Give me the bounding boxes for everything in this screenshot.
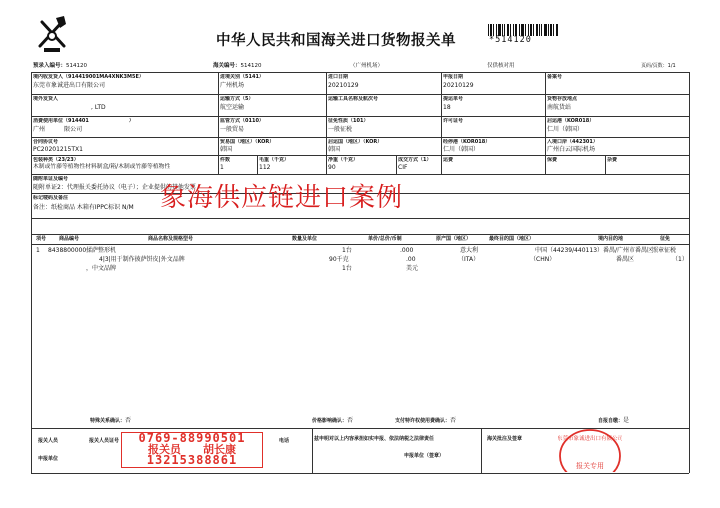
entry-place-label: 入境口岸（442301） <box>547 139 598 145</box>
barcode <box>488 21 558 33</box>
watermark-text: 象海供应链进口案例 <box>160 183 404 213</box>
net-weight-label: 净重（千克） <box>328 157 359 163</box>
goods-name-1: 揉萨整形机 <box>86 247 117 254</box>
customs-emblem-icon <box>34 14 70 56</box>
goods-header-no: 项号 <box>36 236 47 242</box>
seal-bottom-text: 报关专用 <box>576 462 604 470</box>
depart-port-value: 仁川（韩国） <box>547 126 584 133</box>
import-date-label: 进口日期 <box>328 74 349 80</box>
gross-weight-label: 毛重（千克） <box>259 157 290 163</box>
bill-label: 提运单号 <box>443 96 464 102</box>
entry-place-value: 广州白云国际机场 <box>547 146 596 153</box>
supervision-label: 监管方式（0110） <box>220 118 264 124</box>
storage-value: 南航货站 <box>547 104 572 111</box>
goods-levy-2: （1） <box>672 256 688 263</box>
pre-entry-value: 514120 <box>66 63 88 69</box>
customs-no-value: 514120 <box>240 63 262 69</box>
transport-value: 航空运输 <box>220 104 245 111</box>
storage-cell <box>547 96 687 111</box>
consignee-cell <box>33 74 216 89</box>
royalty-confirm <box>395 417 456 425</box>
unit-label: 申报单位 <box>38 456 59 462</box>
self-payment-confirm <box>598 417 629 425</box>
goods-code: 8438800000 <box>48 247 87 254</box>
goods-header-price: 单价/总价/币制 <box>368 236 402 242</box>
origin-country-cell <box>328 139 438 153</box>
goods-qty-2: 90千克 <box>329 256 349 263</box>
goods-header-dest: 最终目的国（地区） <box>489 236 535 242</box>
marks-label: 标记唛码及备注 <box>33 195 69 201</box>
freight-label: 运费 <box>443 157 454 163</box>
customs-number <box>213 63 262 70</box>
pre-entry-number <box>33 63 87 70</box>
price-impact-confirm <box>312 417 353 425</box>
goods-header-code: 商品编号 <box>59 236 80 242</box>
deal-mode-cell <box>398 157 440 171</box>
goods-price-2: .00 <box>406 256 416 263</box>
supervision-value: 一般贸易 <box>220 126 245 133</box>
goods-no: 1 <box>36 247 40 254</box>
phone-label: 电话 <box>279 438 290 444</box>
transit-port-value: 仁川（韩国） <box>443 146 480 153</box>
goods-origin-2: （ITA） <box>458 256 480 263</box>
page-title: 中华人民共和国海关进口货物报关单 <box>216 33 456 49</box>
declarer-label: 报关人员 <box>38 438 59 444</box>
net-weight-cell <box>328 157 394 171</box>
declare-date-cell <box>443 74 543 89</box>
royalty-label: 支付特许权使用费确认： <box>395 418 451 424</box>
entry-port-cell <box>220 74 324 89</box>
trade-country-value: 韩国 <box>220 146 233 153</box>
stamp-line-3: 13215388861 <box>146 453 238 467</box>
declaration-statement: 兹申明对以上内容承担如实申报、依法纳税之法律责任 <box>314 436 435 442</box>
origin-country-value: 韩国 <box>328 146 341 153</box>
transport-cell <box>220 96 324 111</box>
vehicle-cell <box>328 96 438 102</box>
deal-mode-value: CIF <box>398 164 408 171</box>
transport-label: 运输方式（5） <box>220 96 254 102</box>
contract-cell <box>33 139 216 153</box>
net-weight-value: 90 <box>328 164 336 171</box>
special-relation-value: 否 <box>125 417 132 424</box>
foreign-shipper-value: , LTD <box>91 104 106 111</box>
trade-country-cell <box>220 139 324 153</box>
declare-date-label: 申报日期 <box>443 74 464 80</box>
goods-header-origin: 原产国（地区） <box>436 236 472 242</box>
package-label: 包装种类（23/23） <box>33 157 79 163</box>
insurance-cell <box>547 157 603 163</box>
foreign-shipper-cell <box>33 96 216 111</box>
goods-dest-2: （CHN） <box>530 256 556 263</box>
price-impact-label: 价格影响确认： <box>312 418 348 424</box>
gross-weight-cell <box>259 157 325 171</box>
price-impact-value: 否 <box>347 417 354 424</box>
marks-value: 备注：纸检商品 木箱有IPPC标识 N/M <box>33 204 134 211</box>
package-cell <box>33 157 217 171</box>
goods-header-qty: 数量及单位 <box>292 236 318 242</box>
transit-port-cell <box>443 139 543 153</box>
goods-qty-3: 1台 <box>342 265 352 272</box>
goods-levy-1: 照章征税 <box>652 247 677 254</box>
import-date-value: 20210129 <box>328 82 359 89</box>
customs-no-label: 海关编号： <box>213 63 241 69</box>
contract-value: PC20201215TX1 <box>33 146 83 153</box>
vehicle-label: 运输工具名称及航次号 <box>328 96 379 102</box>
transit-port-label: 经停港（KOR018） <box>443 139 491 145</box>
goods-header-domestic: 境内目的地 <box>598 236 624 242</box>
goods-name-2: 4|3|用于制作披萨饼皮|外文品牌 <box>99 256 185 263</box>
port-note: （广州机场） <box>350 63 384 69</box>
documents-label: 随附单证及编号 <box>33 176 69 182</box>
stamp-line-1: 0769-88990501 <box>138 431 246 445</box>
consumer-label: 消费使用单位（914401 <box>33 118 89 124</box>
barcode-text: *514120 <box>489 35 532 45</box>
entry-place-cell <box>547 139 687 153</box>
foreign-shipper-label: 境外发货人 <box>33 96 59 102</box>
record-no-cell <box>547 74 687 80</box>
special-relation-confirm <box>90 417 131 425</box>
tax-nature-value: 一般征税 <box>328 126 353 133</box>
self-payment-value: 是 <box>623 417 630 424</box>
verify-note: 仅供核对用 <box>487 63 515 69</box>
goods-dest-1: 中国 <box>535 247 548 254</box>
entry-port-value: 广州机场 <box>220 82 245 89</box>
depart-port-label: 启运港（KOR018） <box>547 118 595 124</box>
depart-port-cell <box>547 118 687 133</box>
goods-domestic-2: 番禺区 <box>616 256 635 263</box>
goods-price-1: .000 <box>400 247 414 254</box>
import-date-cell <box>328 74 438 89</box>
pieces-cell <box>220 157 256 171</box>
supervision-cell <box>220 118 324 133</box>
stamp-role: 报关员 <box>148 443 181 456</box>
pieces-value: 1 <box>220 164 224 171</box>
pieces-label: 件数 <box>220 157 231 163</box>
gross-weight-value: 112 <box>259 164 271 171</box>
goods-qty-1: 1台 <box>342 247 352 254</box>
declarer-id-label: 报关人员证号 <box>89 438 120 444</box>
misc-fee-cell <box>607 157 687 163</box>
consumer-label-end: ） <box>128 118 134 124</box>
documents-value: 随附单证2：代理报关委托协议（电子）；企业提供的其他发票 <box>33 184 196 191</box>
goods-name-3: ，中文品牌 <box>86 265 117 272</box>
package-value: 木制或竹藤等植物性材料制盒/箱/木制或竹藤等植物性 <box>33 164 171 170</box>
unit-seal-label: 申报单位（签章） <box>404 453 445 459</box>
record-no-label: 备案号 <box>547 74 563 80</box>
goods-header-name: 商品名称及规格型号 <box>148 236 194 242</box>
seal-top-text: 东莞市象诚进出口有限公司 <box>558 436 622 442</box>
tax-nature-label: 征免性质（101） <box>328 118 369 124</box>
goods-origin-1: 意大利 <box>460 247 479 254</box>
storage-label: 货物存放地点 <box>547 96 578 102</box>
pre-entry-label: 预录入编号： <box>33 63 67 69</box>
stamp-name: 胡长康 <box>203 443 236 456</box>
trade-country-label: 贸易国（地区）（KOR） <box>220 139 275 145</box>
consumer-value: 广州 限公司 <box>33 126 83 133</box>
insurance-label: 保费 <box>547 157 558 163</box>
tax-nature-cell <box>328 118 438 133</box>
consignee-label: 境内收发货人（914419001MA4XNK3M5E） <box>33 74 144 80</box>
consumer-cell <box>33 118 216 133</box>
declarer-stamp <box>121 432 263 468</box>
consumer-label-row <box>33 118 216 124</box>
consignee-value: 东莞市象诚进出口有限公司 <box>33 82 106 89</box>
royalty-value: 否 <box>450 417 457 424</box>
deal-mode-label: 成交方式（1） <box>398 157 432 163</box>
declare-date-value: 20210129 <box>443 82 474 89</box>
customs-remark-label: 海关批注及签章 <box>487 436 523 442</box>
contract-label: 合同协议号 <box>33 139 59 145</box>
entry-port-label: 进境关别（5141） <box>220 74 264 80</box>
goods-header-levy: 征免 <box>660 236 671 242</box>
license-label: 许可证号 <box>443 118 464 124</box>
goods-price-3: 美元 <box>406 265 419 272</box>
misc-fee-label: 杂费 <box>607 157 618 163</box>
special-relation-label: 特殊关系确认： <box>90 418 126 424</box>
page-count: 页码/页数：1/1 <box>641 63 676 69</box>
origin-country-label: 启运国（地区）（KOR） <box>328 139 383 145</box>
self-payment-label: 自报自缴： <box>598 418 624 424</box>
freight-cell <box>443 157 543 163</box>
goods-domestic-1: （44239/440113）番禺/广州市番禺区 <box>547 247 654 254</box>
license-cell <box>443 118 543 124</box>
bill-value: 18 <box>443 104 451 111</box>
company-round-seal <box>558 428 622 472</box>
bill-cell <box>443 96 543 111</box>
